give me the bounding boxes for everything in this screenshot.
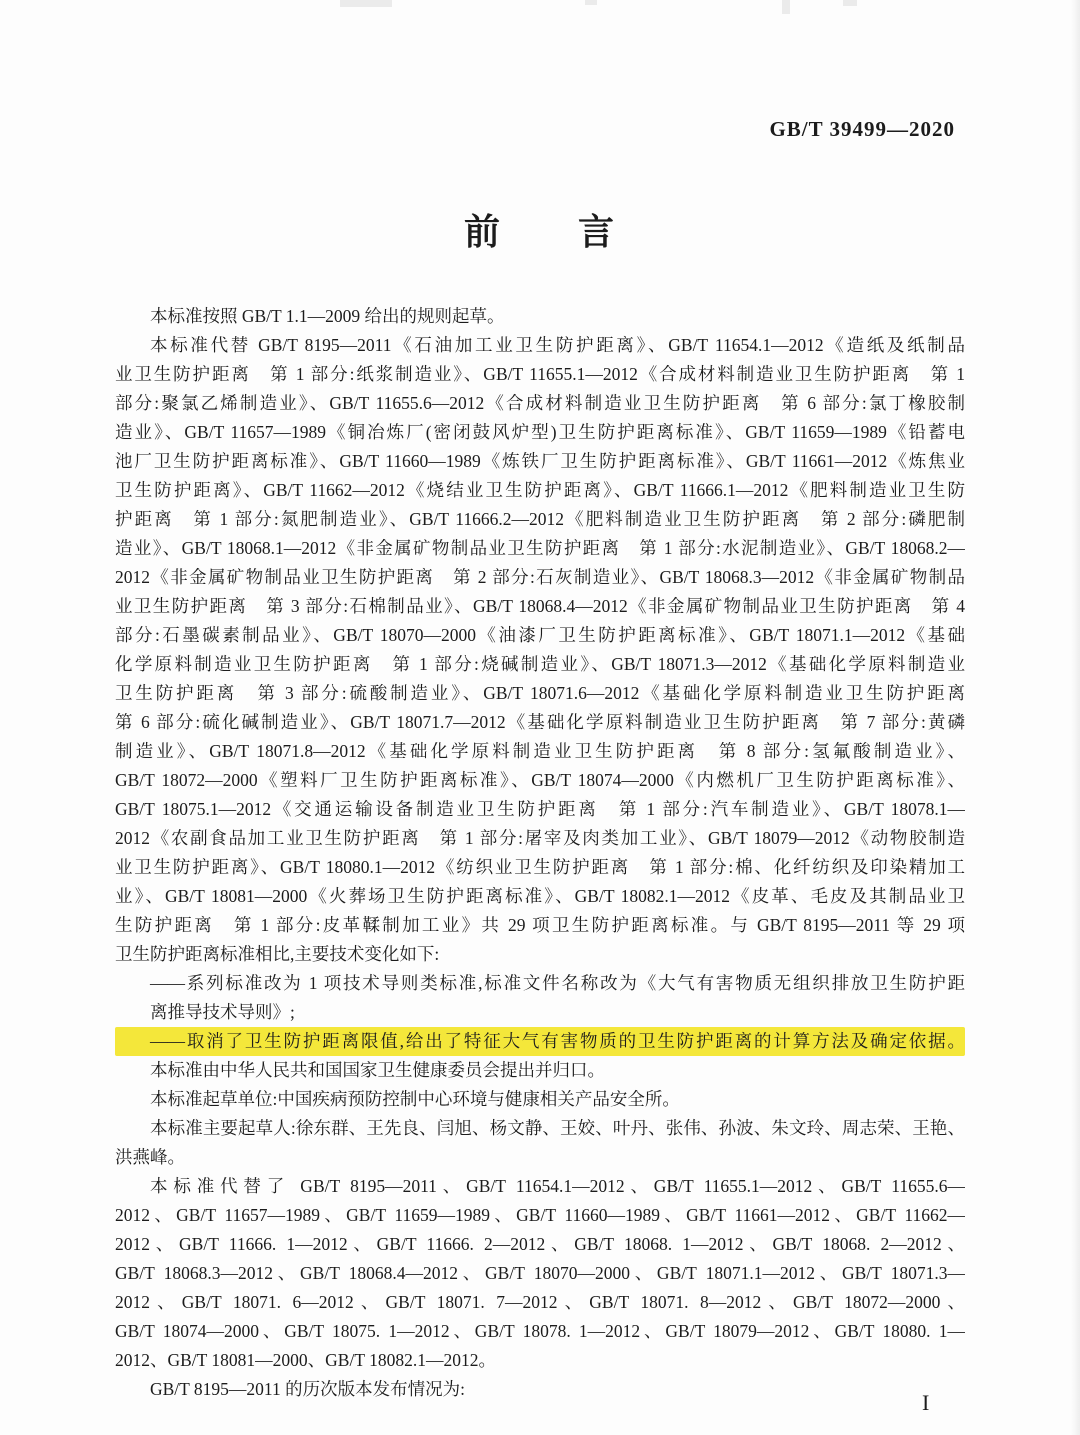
scan-artifact xyxy=(585,0,597,5)
text-line: 业卫生防护距离》、GB/T 18080.1—2012《纺织业卫生防护距离 第 1 部分:棉、化纤纺织及印染精加工 xyxy=(115,857,965,877)
text-line: 部分:石墨碳素制品业》、GB/T 18070—2000《油漆厂卫生防护距离标准》、GB/T 18071.1—2012《基础 xyxy=(115,625,965,645)
foreword-content xyxy=(115,302,965,1404)
text-line: 业卫生防护距离 第 1 部分:纸浆制造业》、GB/T 11655.1—2012《合成材料制造业卫生防护距离 第 1 xyxy=(115,364,965,384)
text-line: GB/T 18075.1—2012《交通运输设备制造业卫生防护距离 第 1 部分:汽车制造业》、GB/T 18078.1— xyxy=(115,799,965,819)
text-line: 部分:聚氯乙烯制造业》、GB/T 11655.6—2012《合成材料制造业卫生防护距离 第 6 部分:氯丁橡胶制 xyxy=(115,393,965,413)
text-line: GB/T 18072—2000《塑料厂卫生防护距离标准》、GB/T 18074—2000《内燃机厂卫生防护距离标准》、 xyxy=(115,770,965,790)
text-line: 造业》、GB/T 18068.1—2012《非金属矿物制品业卫生防护距离 第 1 部分:水泥制造业》、GB/T 18068.2— xyxy=(115,538,965,558)
text-line: GB/T 18074—2000、GB/T 18075. 1—2012、GB/T 18078. 1—2012、GB/T 18079—2012、GB/T 18080. 1— xyxy=(115,1321,965,1341)
text-line: 卫生防护距离》、GB/T 11662—2012《烧结业卫生防护距离》、GB/T 11666.1—2012《肥料制造业卫生防 xyxy=(115,480,965,500)
text-line: 化学原料制造业卫生防护距离 第 1 部分:烧碱制造业》、GB/T 18071.3—2012《基础化学原料制造业 xyxy=(115,654,965,674)
text-line: 2012、GB/T 11657—1989、GB/T 11659—1989、GB/T 11660—1989、GB/T 11661—2012、GB/T 11662— xyxy=(115,1205,965,1225)
page-title: 前 言 xyxy=(463,212,616,252)
scan-artifact xyxy=(782,0,790,14)
text-line: 2012、GB/T 11666. 1—2012、GB/T 11666. 2—2012、GB/T 18068. 1—2012、GB/T 18068. 2—2012、 xyxy=(115,1234,965,1254)
text-line: 本标准由中华人民共和国国家卫生健康委员会提出并归口。 xyxy=(150,1060,605,1080)
text-line: 本标准按照 GB/T 1.1—2009 给出的规则起草。 xyxy=(150,306,505,326)
text-line: 池厂卫生防护距离标准》、GB/T 11660—1989《炼铁厂卫生防护距离标准》、GB/T 11661—2012《炼焦业 xyxy=(115,451,965,471)
text-line: 本标准代替 GB/T 8195—2011《石油加工业卫生防护距离》、GB/T 11654.1—2012《造纸及纸制品 xyxy=(150,335,965,355)
text-line: 2012《非金属矿物制品业卫生防护距离 第 2 部分:石灰制造业》、GB/T 18068.3—2012《非金属矿物制品 xyxy=(115,567,965,587)
text-line: GB/T 18068.3—2012、GB/T 18068.4—2012、GB/T 18070—2000、GB/T 18071.1—2012、GB/T 18071.3— xyxy=(115,1263,965,1283)
text-line: 2012《农副食品加工业卫生防护距离 第 1 部分:屠宰及肉类加工业》、GB/T 18079—2012《动物胶制造 xyxy=(115,828,965,848)
text-line: 生防护距离 第 1 部分:皮革鞣制加工业》共 29 项卫生防护距离标准。与 GB/T 8195—2011 等 29 项 xyxy=(115,915,965,935)
highlighted-text-line: ——取消了卫生防护距离限值,给出了特征大气有害物质的卫生防护距离的计算方法及确定依据。 xyxy=(115,1027,965,1056)
text-line: 洪燕峰。 xyxy=(115,1147,185,1167)
text-line: 业》、GB/T 18081—2000《火葬场卫生防护距离标准》、GB/T 18082.1—2012《皮革、毛皮及其制品业卫 xyxy=(115,886,965,906)
text-line: 制造业》、GB/T 18071.8—2012《基础化学原料制造业卫生防护距离 第 8 部分:氢氟酸制造业》、 xyxy=(115,741,965,761)
text-line: 卫生防护距离标准相比,主要技术变化如下: xyxy=(115,944,440,964)
text-line: GB/T 8195—2011 的历次版本发布情况为: xyxy=(150,1379,466,1399)
scan-artifact xyxy=(843,0,857,6)
text-line: 第 6 部分:硫化碱制造业》、GB/T 18071.7—2012《基础化学原料制造业卫生防护距离 第 7 部分:黄磷 xyxy=(115,712,965,732)
page-number: I xyxy=(922,1390,930,1415)
scan-artifact xyxy=(340,0,392,7)
text-line: 离推导技术导则》; xyxy=(150,1002,295,1022)
text-line: 造业》、GB/T 11657—1989《铜冶炼厂(密闭鼓风炉型)卫生防护距离标准》、GB/T 11659—1989《铅蓄电 xyxy=(115,422,965,442)
text-line: 护距离 第 1 部分:氮肥制造业》、GB/T 11666.2—2012《肥料制造业卫生防护距离 第 2 部分:磷肥制 xyxy=(115,509,965,529)
text-line: 2012、GB/T 18081—2000、GB/T 18082.1—2012。 xyxy=(115,1350,496,1370)
standard-code: GB/T 39499—2020 xyxy=(769,117,955,141)
text-line: 本标准起草单位:中国疾病预防控制中心环境与健康相关产品安全所。 xyxy=(150,1089,680,1109)
text-line: 业卫生防护距离 第 3 部分:石棉制品业》、GB/T 18068.4—2012《非金属矿物制品业卫生防护距离 第 4 xyxy=(115,596,965,616)
text-line: 本标准主要起草人:徐东群、王先良、闫旭、杨文静、王姣、叶丹、张伟、孙波、朱文玲、周志荣、王艳、 xyxy=(150,1118,965,1138)
text-line: 2012、GB/T 18071. 6—2012、GB/T 18071. 7—2012、GB/T 18071. 8—2012、GB/T 18072—2000、 xyxy=(115,1292,965,1312)
text-line: ——系列标准改为 1 项技术导则类标准,标准文件名称改为《大气有害物质无组织排放卫生防护距 xyxy=(150,973,965,993)
text-line: 本标准代替了 GB/T 8195—2011、GB/T 11654.1—2012、GB/T 11655.1—2012、GB/T 11655.6— xyxy=(150,1176,965,1196)
text-line: 卫生防护距离 第 3 部分:硫酸制造业》、GB/T 18071.6—2012《基础化学原料制造业卫生防护距离 xyxy=(115,683,965,703)
